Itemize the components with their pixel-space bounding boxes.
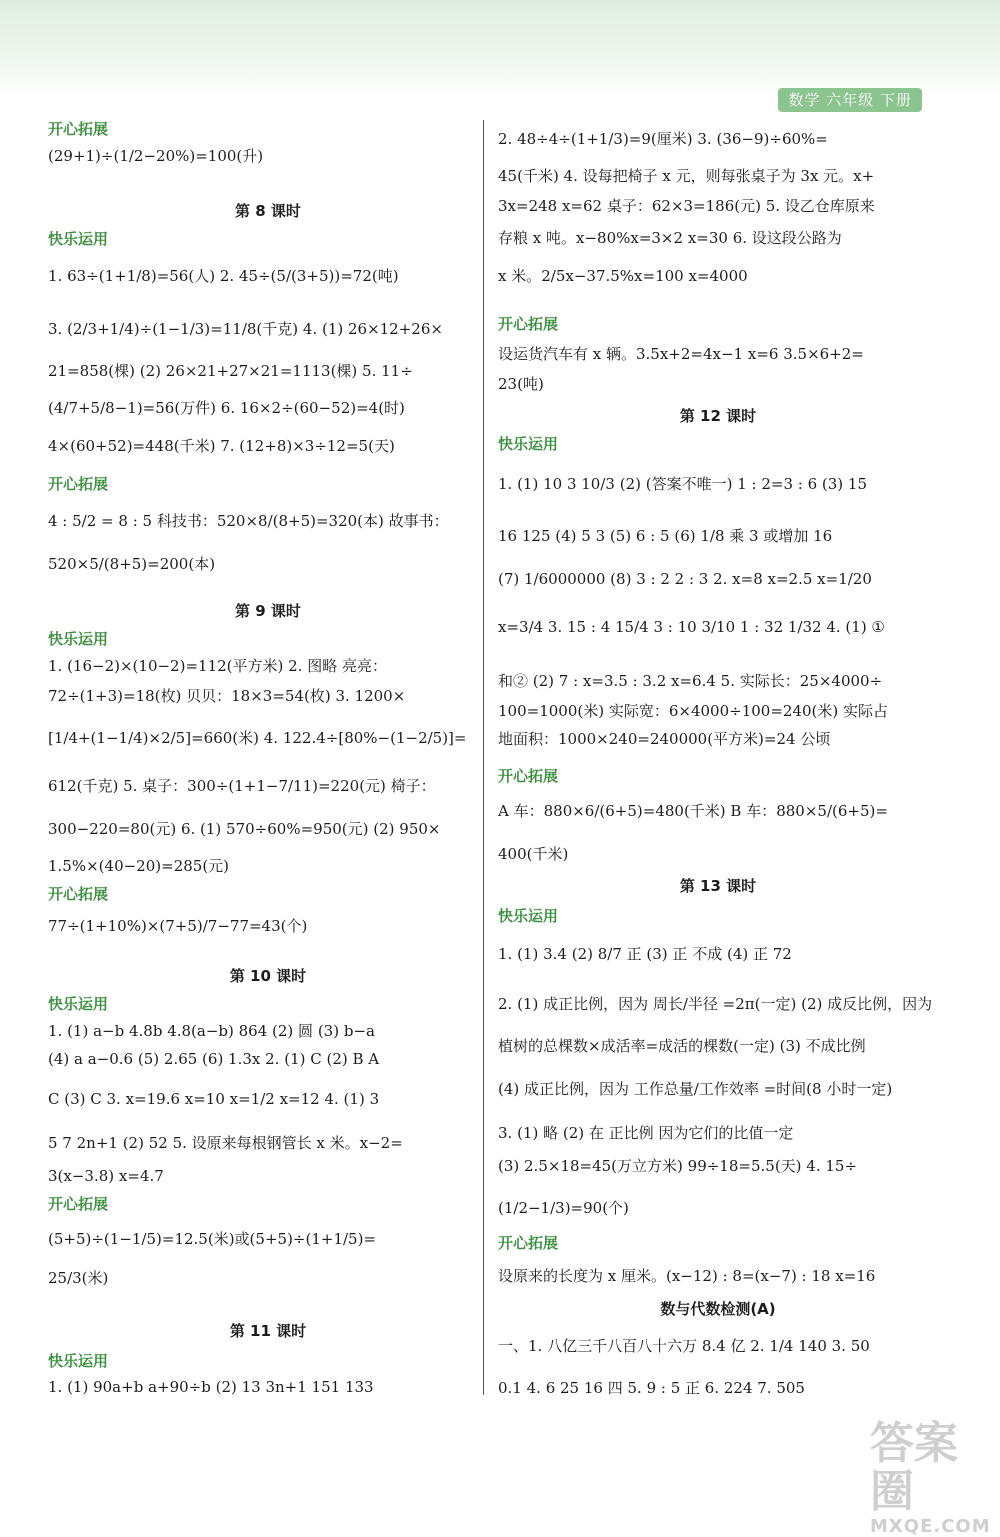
- watermark-url: MXQE.COM: [870, 1516, 991, 1537]
- answer-line: 2. (1) 成正比例，因为 周长/半径 =2π(一定) (2) 成反比例，因为: [498, 995, 933, 1013]
- answer-line: 3(x−3.8) x=4.7: [48, 1167, 164, 1185]
- answer-line: 300−220=80(元) 6. (1) 570÷60%=950(元) (2) 950×: [48, 820, 441, 838]
- answer-line: 2. 48÷4÷(1+1/3)=9(厘米) 3. (36−9)÷60%=: [498, 130, 828, 148]
- lesson-heading: 第 12 课时: [679, 407, 757, 425]
- section-label: 开心拓展: [498, 315, 559, 333]
- answer-line: 1. (1) a−b 4.8b 4.8(a−b) 864 (2) 圆 (3) b−a: [48, 1022, 375, 1040]
- lesson-heading: 第 13 课时: [679, 877, 757, 895]
- answer-line: 1. (1) 10 3 10/3 (2) (答案不唯一) 1 : 2=3 : 6 (3) 15: [498, 475, 867, 493]
- answer-line: (4/7+5/8−1)=56(万件) 6. 16×2÷(60−52)=4(时): [48, 399, 405, 417]
- answer-line: 4 : 5/2 = 8 : 5 科技书：520×8/(8+5)=320(本) 故事书：: [48, 512, 449, 530]
- answer-line: 0.1 4. 6 25 16 四 5. 9 : 5 正 6. 224 7. 505: [498, 1379, 805, 1397]
- answer-line: 25/3(米): [48, 1269, 109, 1287]
- section-label: 开心拓展: [48, 475, 109, 493]
- answer-line: 存粮 x 吨。x−80%x=3×2 x=30 6. 设这段公路为: [498, 229, 842, 247]
- answer-line: x=3/4 3. 15 : 4 15/4 3 : 10 3/10 1 : 32 1/32 4. (1) ①: [498, 618, 885, 636]
- section-label: 快乐运用: [48, 630, 109, 648]
- answer-line: 1. (1) 3.4 (2) 8/7 正 (3) 正 不成 (4) 正 72: [498, 945, 792, 963]
- book-subject-tag: 数学 六年级 下册: [778, 88, 922, 112]
- answer-line: (3) 2.5×18=45(万立方米) 99÷18=5.5(天) 4. 15÷: [498, 1157, 858, 1175]
- lesson-heading: 第 11 课时: [229, 1322, 307, 1340]
- lesson-heading: 第 10 课时: [229, 967, 307, 985]
- watermark-text: 答案圈: [870, 1418, 958, 1517]
- section-label: 开心拓展: [48, 885, 109, 903]
- column-divider: [483, 120, 484, 1395]
- watermark-logo: [870, 1418, 991, 1537]
- answer-line: (1/2−1/3)=90(个): [498, 1199, 629, 1217]
- answer-line: 5 7 2n+1 (2) 52 5. 设原来每根钢管长 x 米。x−2=: [48, 1134, 403, 1152]
- section-label: 开心拓展: [498, 767, 559, 785]
- answer-line: 3x=248 x=62 桌子：62×3=186(元) 5. 设乙仓库原来: [498, 197, 875, 215]
- page-header-band: [0, 0, 1000, 100]
- answer-line: 一、1. 八亿三千八百八十六万 8.4 亿 2. 1/4 140 3. 50: [498, 1337, 870, 1355]
- answer-line: 100=1000(米) 实际宽：6×4000÷100=240(米) 实际占: [498, 702, 889, 720]
- answer-line: 520×5/(8+5)=200(本): [48, 555, 216, 573]
- answer-line: 1. (16−2)×(10−2)=112(平方米) 2. 图略 亮亮：: [48, 657, 387, 675]
- answer-line: (7) 1/6000000 (8) 3 : 2 2 : 3 2. x=8 x=2.5 x=1/20: [498, 570, 872, 588]
- answer-line: 16 125 (4) 5 3 (5) 6 : 5 (6) 1/8 乘 3 或增加 16: [498, 527, 833, 545]
- answer-line: 地面积：1000×240=240000(平方米)=24 公顷: [498, 730, 831, 748]
- section-label: 开心拓展: [48, 120, 109, 138]
- answer-line: x 米。2/5x−37.5%x=100 x=4000: [498, 267, 748, 285]
- section-label: 快乐运用: [48, 230, 109, 248]
- answer-line: 400(千米): [498, 845, 569, 863]
- answer-line: (29+1)÷(1/2−20%)=100(升): [48, 147, 264, 165]
- section-label: 快乐运用: [48, 1352, 109, 1370]
- answer-line: [1/4+(1−1/4)×2/5]=660(米) 4. 122.4÷[80%−(1−2/5)]=: [48, 729, 467, 747]
- answer-line: 72÷(1+3)=18(枚) 贝贝：18×3=54(枚) 3. 1200×: [48, 687, 406, 705]
- answer-line: 1. (1) 90a+b a+90÷b (2) 13 3n+1 151 133: [48, 1378, 374, 1396]
- answer-line: 77÷(1+10%)×(7+5)/7−77=43(个): [48, 917, 308, 935]
- answer-line: (5+5)÷(1−1/5)=12.5(米)或(5+5)÷(1+1/5)=: [48, 1230, 377, 1248]
- section-label: 快乐运用: [498, 435, 559, 453]
- answer-line: 1.5%×(40−20)=285(元): [48, 857, 230, 875]
- answer-line: 植树的总棵数×成活率=成活的棵数(一定) (3) 不成比例: [498, 1037, 866, 1055]
- answer-line: 3. (2/3+1/4)÷(1−1/3)=11/8(千克) 4. (1) 26×12+26×: [48, 320, 443, 338]
- answer-line: 612(千克) 5. 桌子：300÷(1+1−7/11)=220(元) 椅子：: [48, 777, 436, 795]
- answer-line: 21=858(棵) (2) 26×21+27×21=1113(棵) 5. 11÷: [48, 362, 413, 380]
- answer-line: (4) a a−0.6 (5) 2.65 (6) 1.3x 2. (1) C (2) B A: [48, 1050, 380, 1068]
- section-label: 快乐运用: [48, 995, 109, 1013]
- lesson-heading: 第 8 课时: [235, 202, 301, 220]
- section-label: 开心拓展: [498, 1234, 559, 1252]
- answer-line: (4) 成正比例，因为 工作总量/工作效率 =时间(8 小时一定): [498, 1080, 893, 1098]
- answer-line: 1. 63÷(1+1/8)=56(人) 2. 45÷(5/(3+5))=72(吨): [48, 267, 399, 285]
- section-label: 快乐运用: [498, 907, 559, 925]
- answer-line: 23(吨): [498, 375, 544, 393]
- answer-line: 4×(60+52)=448(千米) 7. (12+8)×3÷12=5(天): [48, 437, 395, 455]
- answer-line: C (3) C 3. x=19.6 x=10 x=1/2 x=12 4. (1) 3: [48, 1090, 380, 1108]
- answer-line: 设运货汽车有 x 辆。3.5x+2=4x−1 x=6 3.5×6+2=: [498, 345, 864, 363]
- lesson-heading: 数与代数检测(A): [660, 1300, 776, 1318]
- answer-line: 45(千米) 4. 设每把椅子 x 元，则每张桌子为 3x 元。x+: [498, 167, 875, 185]
- lesson-heading: 第 9 课时: [235, 602, 301, 620]
- section-label: 开心拓展: [48, 1195, 109, 1213]
- answer-line: 设原来的长度为 x 厘米。(x−12) : 8=(x−7) : 18 x=16: [498, 1267, 876, 1285]
- answer-line: 3. (1) 略 (2) 在 正比例 因为它们的比值一定: [498, 1124, 794, 1142]
- answer-line: A 车：880×6/(6+5)=480(千米) B 车：880×5/(6+5)=: [498, 802, 888, 820]
- answer-line: 和② (2) 7 : x=3.5 : 3.2 x=6.4 5. 实际长：25×4000÷: [498, 672, 883, 690]
